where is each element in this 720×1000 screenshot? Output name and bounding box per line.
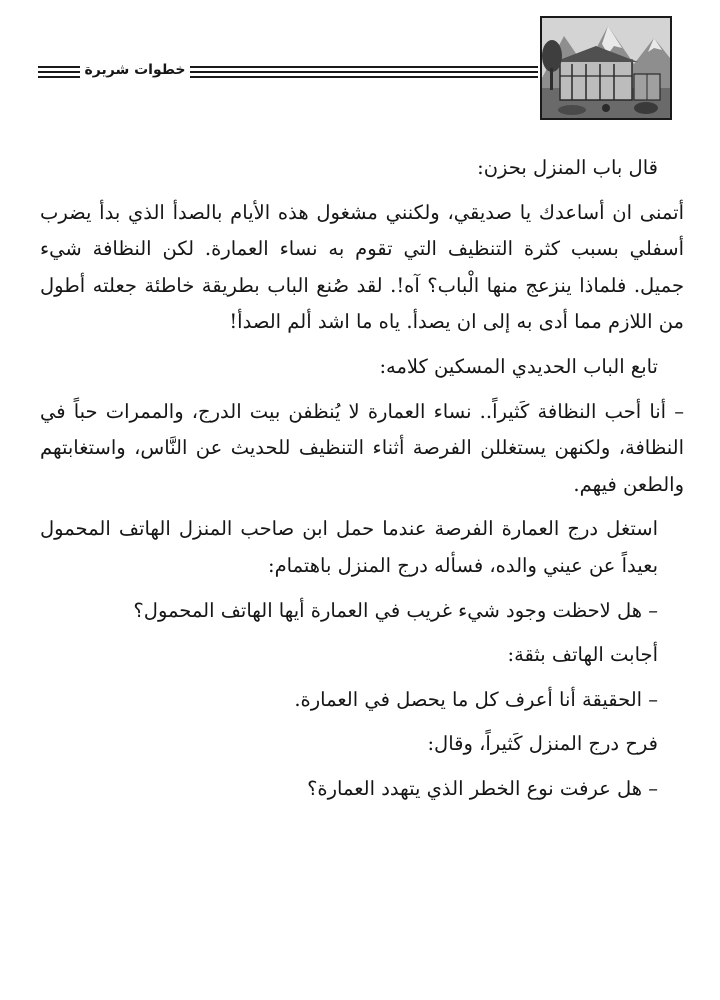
paragraph: – هل لاحظت وجود شيء غريب في العمارة أيها الهاتف المحمول؟ xyxy=(133,598,658,622)
running-title: خطوات شريرة xyxy=(84,62,186,78)
header-rule-right xyxy=(190,66,538,78)
paragraph: فرح درج المنزل كَثيراً، وقال: xyxy=(427,732,658,756)
paragraph: – الحقيقة أنا أعرف كل ما يحصل في العمارة. xyxy=(294,687,658,711)
paragraph: استغل درج العمارة الفرصة عندما حمل ابن صاحب المنزل الهاتف المحمول بعيداً عن عيني والده، فسأله درج المنزل باهتمام: xyxy=(40,517,658,577)
paragraph: تابع الباب الحديدي المسكين كلامه: xyxy=(379,354,658,378)
paragraph: أتمنى ان أساعدك يا صديقي، ولكنني مشغول هذه الأيام بالصدأ الذي بدأ يضرب أسفلي بسبب كثرة التنظيف التي تقوم به نساء العمارة. لكن النظافة شيء جميل. فلماذا ينزعج منها الْباب؟ آه!. لقد صُنع الباب بطريقة خاطئة جعلته أطول من اللازم مما أدى به إلى ان يصدأ. ياه ما اشد ألم الصدأ! xyxy=(40,200,684,334)
page-header xyxy=(0,0,720,130)
paragraph: – هل عرفت نوع الخطر الذي يتهدد العمارة؟ xyxy=(307,776,658,800)
paragraph: – أنا أحب النظافة كَثيراً.. نساء العمارة لا يُنظفن بيت الدرج، والممرات حباً في النظافة، ولكنهن يستغللن الفرصة أثناء التنظيف للحديث عن النَّاس، واستغابتهم والطعن فيهم. xyxy=(40,399,684,496)
header-rule-left xyxy=(38,66,80,78)
paragraph: قال باب المنزل بحزن: xyxy=(477,156,658,179)
building-scene-illustration-icon xyxy=(540,16,672,120)
paragraph: أجابت الهاتف بثقة: xyxy=(507,643,658,667)
story-text xyxy=(40,150,684,808)
